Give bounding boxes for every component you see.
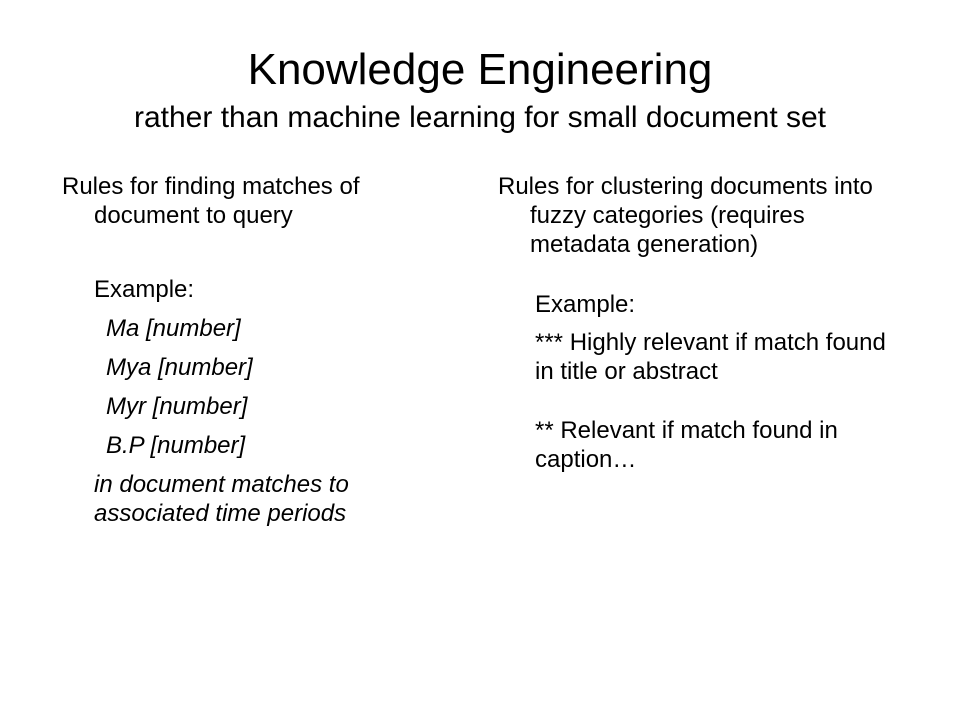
slide-subtitle: rather than machine learning for small document set (133, 101, 827, 134)
right-column-heading: Rules for clustering documents into fuzzy categories (requires metadata generation) (498, 173, 873, 258)
left-column-heading: Rules for finding matches of document to query (62, 173, 360, 229)
relevance-rule: *** Highly relevant if match found in title or abstract (535, 329, 886, 385)
example-pattern: Ma [number] (106, 315, 241, 342)
left-column (62, 172, 462, 528)
left-column-tail: in document matches to associated time periods (94, 471, 349, 527)
slide-title: Knowledge Engineering (247, 45, 713, 94)
right-column (498, 172, 898, 474)
left-example-label: Example: (94, 276, 195, 303)
example-pattern: Myr [number] (106, 393, 248, 420)
example-pattern: B.P [number] (106, 432, 246, 459)
relevance-rule: ** Relevant if match found in caption… (535, 417, 838, 473)
right-example-label: Example: (535, 291, 636, 318)
title-block (0, 44, 960, 138)
example-pattern: Mya [number] (106, 354, 253, 381)
